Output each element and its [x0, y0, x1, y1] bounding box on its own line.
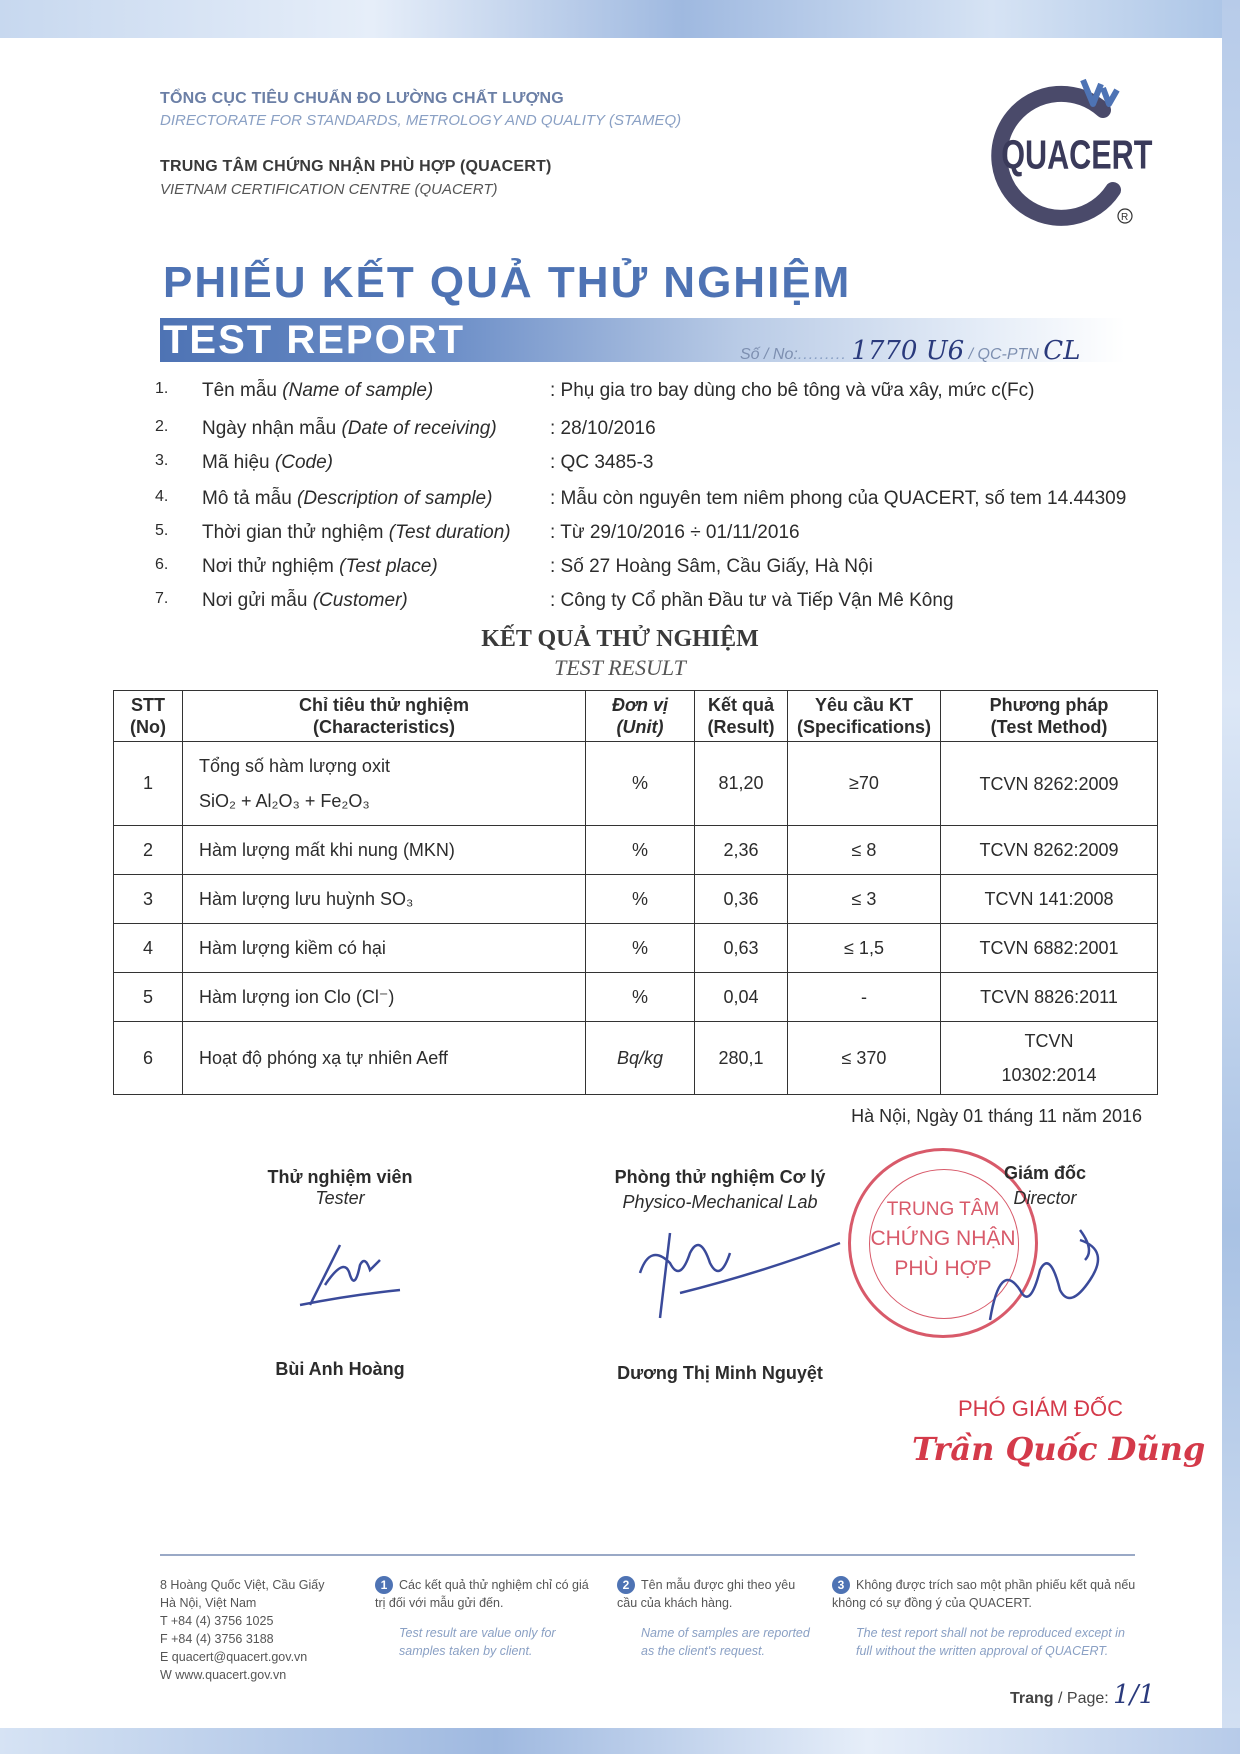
cell-result: 0,63 [695, 924, 788, 973]
header-characteristics: Chỉ tiêu thử nghiệm (Characteristics) [183, 691, 586, 742]
top-decorative-band [0, 0, 1240, 38]
info-value: : Phụ gia tro bay dùng cho bê tông và vữa xây, mức c(Fc) [550, 380, 1035, 401]
info-label: Tên mẫu (Name of sample) [202, 380, 434, 401]
center-name-en: VIETNAM CERTIFICATION CENTRE (QUACERT) [160, 181, 498, 198]
cell-characteristic: Tổng số hàm lượng oxit SiO₂ + Al₂O₃ + Fe₂O₃ [183, 742, 586, 826]
info-number: 2. [155, 418, 169, 435]
table-row [114, 826, 1158, 875]
cell-characteristic: Hàm lượng ion Clo (Cl⁻) [183, 973, 586, 1022]
cell-method: TCVN 8262:2009 [941, 826, 1158, 875]
official-stamp: TRUNG TÂM CHỨNG NHẬN PHÙ HỢP [848, 1148, 1038, 1338]
report-no-suffix: / QC-PTN [968, 346, 1039, 363]
cell-no: 3 [114, 875, 183, 924]
cell-method: TCVN 10302:2014 [941, 1022, 1158, 1095]
report-no-value: 1770 U6 [851, 336, 965, 366]
cell-result: 2,36 [695, 826, 788, 875]
table-header-row [114, 691, 1158, 742]
cell-characteristic: Hàm lượng kiềm có hại [183, 924, 586, 973]
footer-contact: 8 Hoàng Quốc Việt, Cầu Giấy Hà Nội, Việt Nam T +84 (4) 3756 1025 F +84 (4) 3756 3188 E quacert@quacert.gov.vn W www.quacert.gov.vn [160, 1578, 325, 1682]
bottom-decorative-band [0, 1728, 1240, 1754]
svg-text:R: R [1121, 212, 1129, 223]
info-number: 1. [155, 380, 169, 397]
org-name-en: DIRECTORATE FOR STANDARDS, METROLOGY AND QUALITY (STAMEQ) [160, 112, 682, 129]
cell-unit: % [586, 973, 695, 1022]
info-label: Nơi thử nghiệm (Test place) [202, 556, 438, 577]
cell-method: TCVN 8262:2009 [941, 742, 1158, 826]
director-signature-block [985, 1163, 1105, 1209]
cell-spec: ≤ 1,5 [788, 924, 941, 973]
info-label: Ngày nhận mẫu (Date of receiving) [202, 418, 497, 439]
cell-spec: - [788, 973, 941, 1022]
org-name-vn: TỔNG CỤC TIÊU CHUẨN ĐO LƯỜNG CHẤT LƯỢNG [160, 90, 564, 107]
report-title-vn: PHIẾU KẾT QUẢ THỬ NGHIỆM [163, 258, 852, 307]
result-title-en: TEST RESULT [554, 655, 686, 680]
page-number: Trang / Page: 1/1 [1010, 1680, 1156, 1710]
cell-result: 0,36 [695, 875, 788, 924]
cell-no: 5 [114, 973, 183, 1022]
cell-unit: % [586, 875, 695, 924]
director-title: Giám đốc [1003, 1163, 1087, 1183]
director-subtitle: Director [1013, 1188, 1077, 1208]
deputy-director-name: Trần Quốc Dũng [912, 1430, 1206, 1468]
cell-unit: % [586, 924, 695, 973]
badge-3-icon: 3 [832, 1576, 850, 1594]
cell-spec: ≥70 [788, 742, 941, 826]
cell-no: 1 [114, 742, 183, 826]
table-row [114, 742, 1158, 826]
cell-result: 280,1 [695, 1022, 788, 1095]
cell-method: TCVN 8826:2011 [941, 973, 1158, 1022]
cell-characteristic: Hàm lượng mất khi nung (MKN) [183, 826, 586, 875]
director-signature [960, 1220, 1120, 1340]
badge-2-icon: 2 [617, 1576, 635, 1594]
cell-unit: Bq/kg [586, 1022, 695, 1095]
deputy-director-title: PHÓ GIÁM ĐỐC [958, 1396, 1124, 1421]
result-table [113, 690, 1158, 1095]
table-row [114, 973, 1158, 1022]
lab-name: Dương Thị Minh Nguyệt [617, 1363, 823, 1383]
lab-subtitle: Physico-Mechanical Lab [622, 1192, 818, 1212]
quacert-logo [985, 70, 1153, 230]
tester-subtitle: Tester [315, 1188, 365, 1208]
lab-signature-block [580, 1167, 860, 1383]
info-value: : Từ 29/10/2016 ÷ 01/11/2016 [550, 522, 800, 543]
cell-method: TCVN 141:2008 [941, 875, 1158, 924]
header-specifications: Yêu cầu KT (Specifications) [788, 691, 941, 742]
info-number: 4. [155, 488, 169, 505]
cell-characteristic: Hoạt độ phóng xạ tự nhiên Aeff [183, 1022, 586, 1095]
info-number: 5. [155, 522, 169, 539]
info-value: : Số 27 Hoàng Sâm, Cầu Giấy, Hà Nội [550, 556, 873, 577]
badge-1-icon: 1 [375, 1576, 393, 1594]
cell-spec: ≤ 8 [788, 826, 941, 875]
header-result: Kết quả (Result) [695, 691, 788, 742]
cell-unit: % [586, 826, 695, 875]
info-number: 6. [155, 556, 169, 573]
logo-text: QUACERT [1001, 131, 1153, 178]
cell-no: 4 [114, 924, 183, 973]
center-name-vn: TRUNG TÂM CHỨNG NHẬN PHÙ HỢP (QUACERT) [160, 158, 552, 175]
report-number: Số / No:......... 1770 U6 / QC-PTN CL [740, 336, 1081, 366]
header-unit: Đơn vị (Unit) [586, 691, 695, 742]
table-row [114, 924, 1158, 973]
info-value: : Mẫu còn nguyên tem niêm phong của QUACERT, số tem 14.44309 [550, 488, 1127, 509]
cell-spec: ≤ 3 [788, 875, 941, 924]
tester-signature [270, 1235, 410, 1325]
report-no-suffix-code: CL [1043, 336, 1081, 366]
info-number: 7. [155, 590, 169, 607]
info-number: 3. [155, 452, 169, 469]
cell-characteristic: Hàm lượng lưu huỳnh SO₃ [183, 875, 586, 924]
cell-unit: % [586, 742, 695, 826]
lab-signature [600, 1223, 840, 1323]
report-no-label: Số / No: [740, 346, 798, 363]
result-title-vn: KẾT QUẢ THỬ NGHIỆM [481, 626, 759, 652]
info-label: Mã hiệu (Code) [202, 452, 333, 473]
cell-no: 6 [114, 1022, 183, 1095]
info-label: Mô tả mẫu (Description of sample) [202, 488, 493, 509]
header-no: STT (No) [114, 691, 183, 742]
header-test-method: Phương pháp (Test Method) [941, 691, 1158, 742]
footer-note-1: 1 Các kết quả thử nghiệm chỉ có giá trị đối với mẫu gửi đến. Test result are value only for samples taken by client. [375, 1578, 589, 1658]
info-value: : 28/10/2016 [550, 418, 656, 439]
info-value: : Công ty Cổ phần Đầu tư và Tiếp Vận Mê Kông [550, 590, 954, 611]
cell-no: 2 [114, 826, 183, 875]
report-title-en: TEST REPORT [163, 318, 466, 362]
footer-note-3: 3 Không được trích sao một phần phiếu kết quả nếu không có sự đồng ý của QUACERT. The test report shall not be reproduced except in full without the written approval of QUACERT. [832, 1578, 1136, 1658]
footer-divider [160, 1554, 1135, 1556]
cell-result: 0,04 [695, 973, 788, 1022]
cell-result: 81,20 [695, 742, 788, 826]
footer-note-2: 2 Tên mẫu được ghi theo yêu cầu của khách hàng. Name of samples are reported as the client's request. [617, 1578, 810, 1658]
info-label: Nơi gửi mẫu (Customer) [202, 590, 408, 611]
right-decorative-band [1222, 0, 1240, 1754]
cell-method: TCVN 6882:2001 [941, 924, 1158, 973]
cell-spec: ≤ 370 [788, 1022, 941, 1095]
info-label: Thời gian thử nghiệm (Test duration) [202, 522, 511, 543]
table-row [114, 875, 1158, 924]
issue-date: Hà Nội, Ngày 01 tháng 11 năm 2016 [851, 1106, 1142, 1126]
lab-title: Phòng thử nghiệm Cơ lý [614, 1167, 826, 1187]
tester-name: Bùi Anh Hoàng [275, 1359, 405, 1379]
table-row [114, 1022, 1158, 1095]
tester-title: Thử nghiệm viên [267, 1167, 413, 1187]
info-value: : QC 3485-3 [550, 452, 654, 473]
tester-signature-block [240, 1167, 440, 1379]
